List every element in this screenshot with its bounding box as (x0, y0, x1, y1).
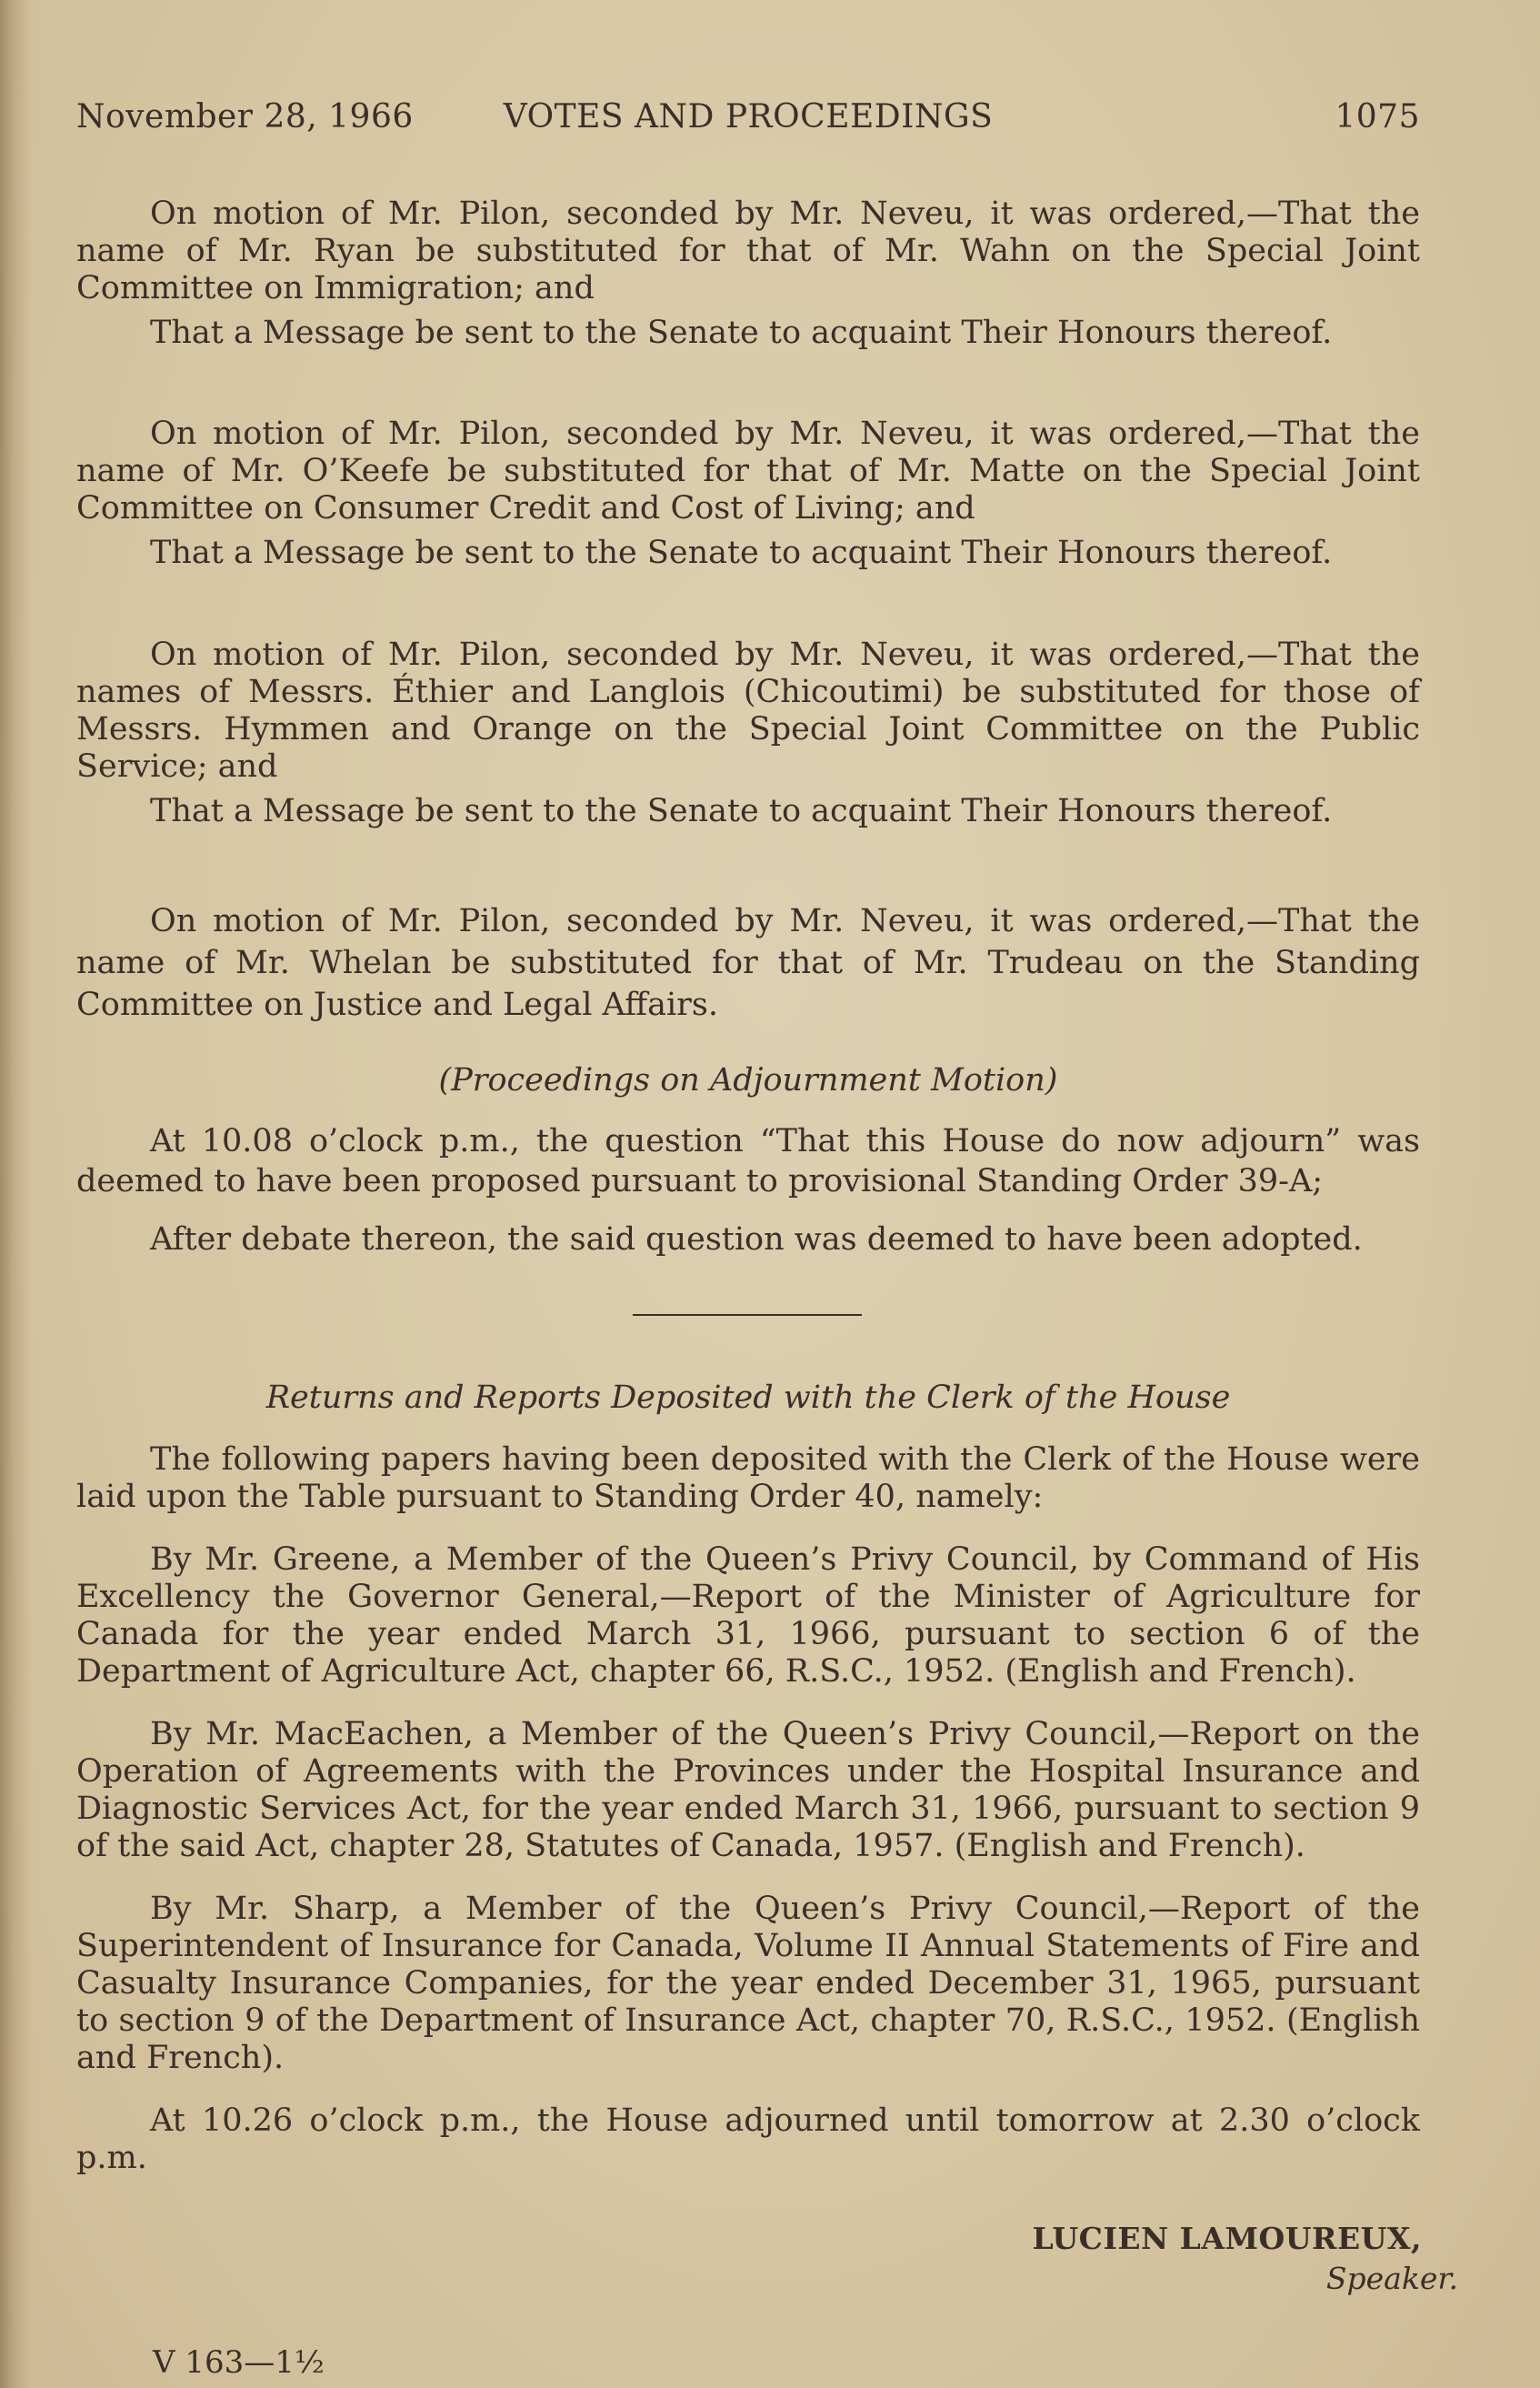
speaker-title: Speaker. (1325, 2261, 1458, 2296)
speaker-name: LUCIEN LAMOUREUX, (1032, 2221, 1422, 2256)
section-divider (633, 1314, 862, 1316)
adjournment-para-2: After debate thereon, the said question was deemed to have been adopted. (150, 1221, 1363, 1258)
motion-1 (76, 196, 1420, 352)
motion-1-message: That a Message be sent to the Senate to acquaint Their Honours thereof. (150, 315, 1333, 351)
motion-2-message: That a Message be sent to the Senate to acquaint Their Honours thereof. (150, 535, 1333, 571)
motion-2-text: On motion of Mr. Pilon, seconded by Mr. Neveu, it was ordered,—That the name of Mr. O’Keefe be substituted for that of Mr. Matte on the Special Joint Committee on Consumer Credit and Cost of Living; and (76, 416, 1420, 527)
motion-3-message: That a Message be sent to the Senate to acquaint Their Honours thereof. (150, 793, 1333, 829)
running-header (76, 98, 1420, 142)
returns-section (76, 1441, 1420, 2177)
adjournment-para-1: At 10.08 o’clock p.m., the question “That this House do now adjourn” was deemed to have been proposed pursuant to provisional Standing Order 39-A; (76, 1123, 1420, 1199)
header-date: November 28, 1966 (76, 98, 414, 135)
returns-heading: Returns and Reports Deposited with the Clerk of the House (265, 1380, 1231, 1416)
header-title: VOTES AND PROCEEDINGS (503, 98, 994, 135)
adjournment-heading: (Proceedings on Adjournment Motion) (438, 1062, 1058, 1099)
motion-3-text: On motion of Mr. Pilon, seconded by Mr. Neveu, it was ordered,—That the names of Messrs. Éthier and Langlois (Chicoutimi) be substituted for those of Messrs. Hymmen and Orange on the Special Joint Committee on the Public Service; and (76, 637, 1420, 785)
signature-block (913, 2219, 1458, 2299)
document-page (76, 0, 1420, 2388)
motion-3 (76, 637, 1420, 830)
motion-4 (76, 900, 1420, 1026)
motion-1-text: On motion of Mr. Pilon, seconded by Mr. Neveu, it was ordered,—That the name of Mr. Ryan be substituted for that of Mr. Wahn on the Special Joint Committee on Immigration; and (76, 196, 1420, 306)
motion-2 (76, 416, 1420, 572)
signature-mark: V 163—1½ (153, 2344, 325, 2381)
page-number: 1075 (1335, 98, 1420, 135)
returns-item-2: By Mr. MacEachen, a Member of the Queen’s Privy Council,—Report on the Operation of Agreements with the Provinces under the Hospital Insurance and Diagnostic Services Act, for the year ended March 31, 1966, pursuant to section 9 of the said Act, chapter 28, Statutes of Canada, 1957. (English and French). (76, 1716, 1420, 1864)
house-adjourned: At 10.26 o’clock p.m., the House adjourned until tomorrow at 2.30 o’clock p.m. (76, 2102, 1420, 2176)
motion-4-text: On motion of Mr. Pilon, seconded by Mr. Neveu, it was ordered,—That the name of Mr. Whelan be substituted for that of Mr. Trudeau on the Standing Committee on Justice and Legal Affairs. (76, 903, 1420, 1023)
returns-item-1: By Mr. Greene, a Member of the Queen’s Privy Council, by Command of His Excellency the Governor General,—Report of the Minister of Agriculture for Canada for the year ended March 31, 1966, pursuant to section 6 of the Department of Agriculture Act, chapter 66, R.S.C., 1952. (English and French). (76, 1541, 1420, 1690)
returns-intro: The following papers having been deposited with the Clerk of the House were laid upon the Table pursuant to Standing Order 40, namely: (76, 1441, 1420, 1515)
returns-item-3: By Mr. Sharp, a Member of the Queen’s Privy Council,—Report of the Superintendent of Insurance for Canada, Volume II Annual Statements of Fire and Casualty Insurance Companies, for the year ended December 31, 1965, pursuant to section 9 of the Department of Insurance Act, chapter 70, R.S.C., 1952. (English and French). (76, 1891, 1420, 2076)
adjournment-section (76, 1121, 1420, 1259)
